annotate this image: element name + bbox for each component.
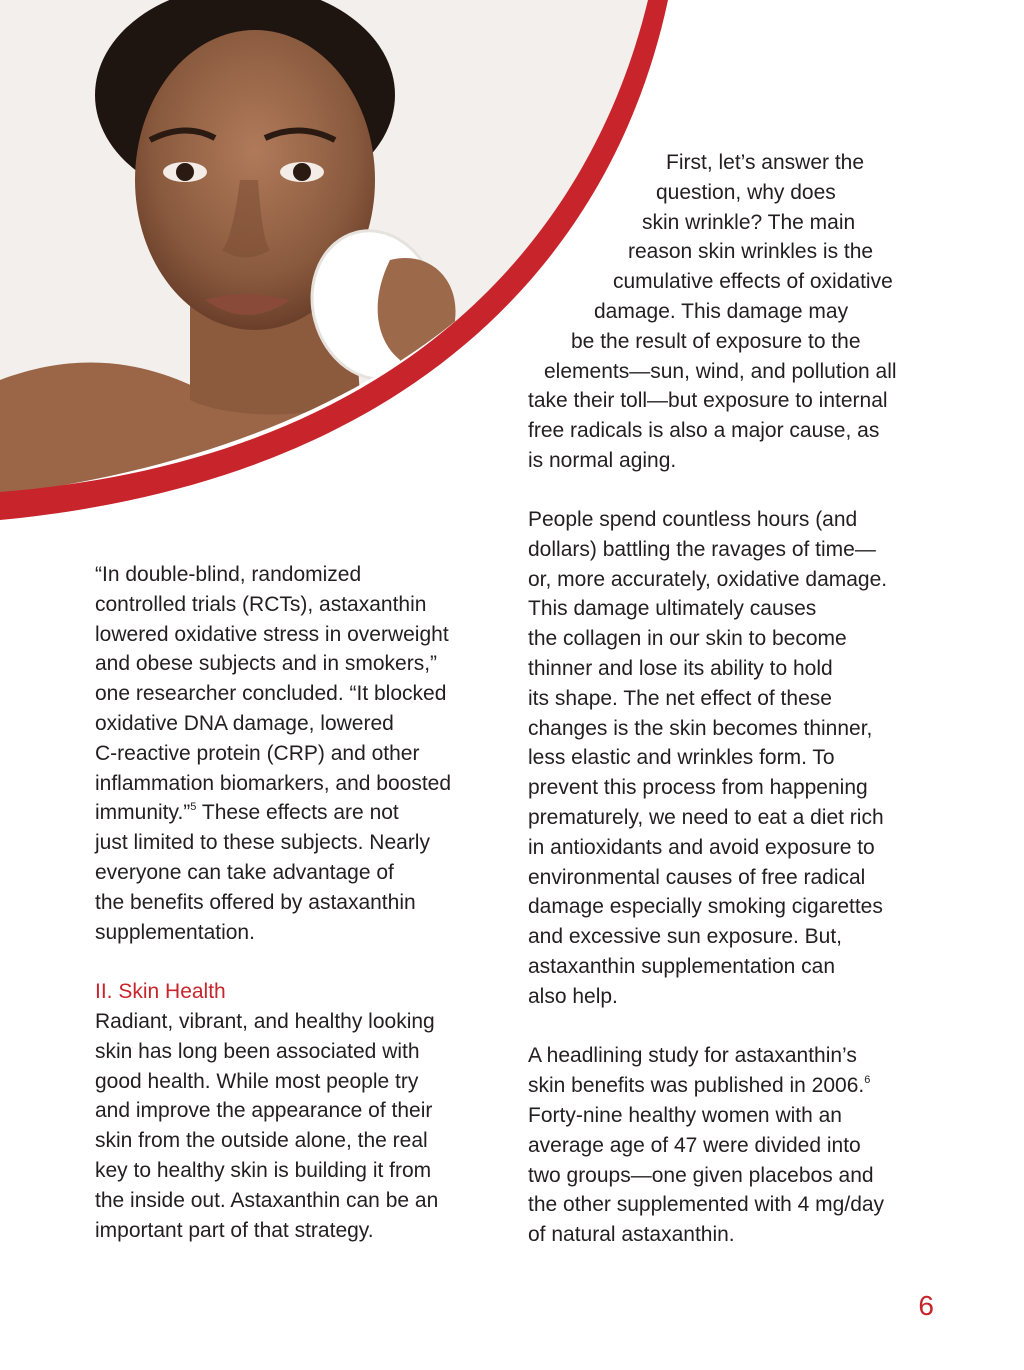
intro-line: be the result of exposure to the (571, 329, 861, 353)
intro-line: is normal aging. (528, 448, 677, 472)
body-text: skin benefits was published in 2006. (528, 1074, 865, 1098)
body-line: the collagen in our skin to become (528, 627, 847, 651)
body-line: average age of 47 were divided into (528, 1133, 861, 1157)
quote-line: lowered oxidative stress in overweight (95, 622, 449, 646)
quote-line: everyone can take advantage of (95, 860, 394, 884)
skin-line: good health. While most people try (95, 1069, 419, 1093)
quote-text: immunity.” (95, 801, 191, 825)
body-line: People spend countless hours (and (528, 508, 858, 531)
quote-line: one researcher concluded. “It blocked (95, 682, 447, 706)
body-line: or, more accurately, oxidative damage. (528, 567, 888, 591)
skin-line: skin has long been associated with (95, 1039, 420, 1063)
quote-line: and obese subjects and in smokers,” (95, 652, 438, 676)
body-line: Forty-nine healthy women with an (528, 1103, 842, 1127)
body-line: prematurely, we need to eat a diet rich (528, 805, 884, 829)
body-line: changes is the skin becomes thinner, (528, 716, 873, 740)
quote-text: These effects are not (196, 801, 399, 825)
quote-line: controlled trials (RCTs), astaxanthin (95, 592, 427, 616)
body-line: two groups—one given placebos and (528, 1163, 874, 1187)
body-line: dollars) battling the ravages of time— (528, 537, 876, 561)
quote-line: oxidative DNA damage, lowered (95, 711, 394, 735)
body-line: environmental causes of free radical (528, 865, 866, 889)
body-line: of natural astaxanthin. (528, 1223, 735, 1247)
body-line: prevent this process from happening (528, 776, 868, 800)
body-line: astaxanthin supplementation can (528, 954, 836, 978)
quote-line: inflammation biomarkers, and boosted (95, 771, 452, 795)
intro-line: elements—sun, wind, and pollution all (544, 359, 897, 383)
quote-line: “In double-blind, randomized (95, 563, 362, 586)
page-number: 6 (918, 1290, 934, 1321)
body-line: A headlining study for astaxanthin’s (528, 1044, 857, 1068)
body-line: the other supplemented with 4 mg/day (528, 1193, 885, 1217)
body-line (528, 1071, 938, 1101)
intro-paragraph (528, 148, 948, 476)
intro-line: skin wrinkle? The main (642, 210, 856, 234)
skin-line: skin from the outside alone, the real (95, 1129, 428, 1153)
right-column (528, 505, 938, 1280)
intro-line: damage. This damage may (594, 299, 849, 323)
quote-paragraph (95, 560, 505, 947)
body-line: in antioxidants and avoid exposure to (528, 835, 875, 859)
body-line: its shape. The net effect of these (528, 686, 832, 710)
intro-line: cumulative effects of oxidative (613, 270, 893, 294)
body-line: and excessive sun exposure. But, (528, 925, 843, 949)
skin-line: Radiant, vibrant, and healthy looking (95, 1009, 435, 1033)
left-column (95, 560, 505, 1275)
intro-line: reason skin wrinkles is the (628, 240, 874, 264)
reference-marker: 6 (864, 1074, 871, 1087)
reference-marker: 5 (190, 801, 197, 814)
skin-line: the inside out. Astaxanthin can be an (95, 1188, 439, 1212)
body-line: also help. (528, 984, 618, 1008)
intro-line: question, why does (656, 180, 836, 204)
body-line: thinner and lose its ability to hold (528, 656, 833, 680)
quote-line: supplementation. (95, 920, 255, 944)
skin-line: key to healthy skin is building it from (95, 1158, 432, 1182)
intro-line: take their toll—but exposure to internal (528, 389, 888, 413)
damage-paragraph (528, 505, 938, 1012)
skin-line: important part of that strategy. (95, 1218, 374, 1242)
skin-line: and improve the appearance of their (95, 1099, 433, 1123)
body-line: damage especially smoking cigarettes (528, 895, 883, 919)
skin-health-section (95, 977, 505, 1245)
quote-line: C-reactive protein (CRP) and other (95, 741, 420, 765)
intro-line: First, let’s answer the (666, 151, 865, 174)
body-line: This damage ultimately causes (528, 597, 817, 621)
quote-line (95, 798, 505, 828)
section-heading: II. Skin Health (95, 980, 226, 1004)
quote-line: the benefits offered by astaxanthin (95, 890, 416, 914)
intro-line: free radicals is also a major cause, as (528, 419, 880, 443)
body-line: less elastic and wrinkles form. To (528, 746, 835, 770)
quote-line: just limited to these subjects. Nearly (95, 831, 430, 855)
study-paragraph (528, 1041, 938, 1250)
